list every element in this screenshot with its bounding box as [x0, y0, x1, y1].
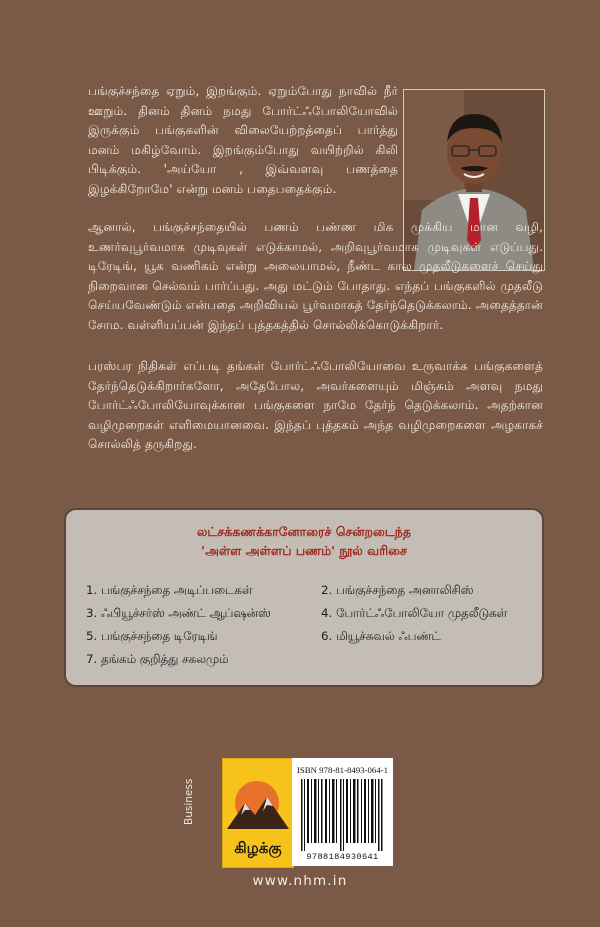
series-item-3: 3. ஃபியூச்சர்ஸ் அண்ட் ஆப்ஷன்ஸ்: [86, 606, 271, 620]
series-heading-line-2: 'அள்ள அள்ளப் பணம்' நூல் வரிசை: [201, 543, 407, 558]
series-item-5: 5. பங்குச்சந்தை டிரேடிங்: [86, 629, 218, 643]
series-item-2: 2. பங்குச்சந்தை அனாலிசிஸ்: [321, 583, 474, 597]
publisher-website[interactable]: www.nhm.in: [252, 873, 348, 889]
series-item-1: 1. பங்குச்சந்தை அடிப்படைகள்: [86, 583, 253, 597]
isbn-label: ISBN 978-81-8493-064-1: [296, 765, 389, 775]
series-heading-line-1: லட்சக்கணக்கானோரைச் சென்றடைந்த: [197, 524, 411, 539]
blurb-paragraph-2: ஆனால், பங்குச்சந்தையில் பணம் பண்ண மிக முக்கிய மான வழி, உணர்வுபூர்வமாக முடிவுகள் எடுக்காமல், அறிவுபூர்வமாக முடிவுகள் எடுப்பது. டிரேடிங், யூக வணிகம் என்று அலையாமல், நீண்ட கால முதலீடுகளைச் செய்து நிறைவான செல்வம் பார்ப்பது. அது மட்டும் போதாது. எந்தப் பங்குகளில் முதலீடு செய்யவேண்டும் என்பதை அறிவியல் பூர்வமாகத் தேர்ந்தெடுக்கலாம். அதைத்தான் சோம. வள்ளியப்பன் இந்தப் புத்தகத்தில் சொல்லிக்கொடுக்கிறார்.: [88, 220, 543, 332]
barcode-digits: 9788184930641: [306, 852, 379, 862]
blurb-paragraph-1: பங்குச்சந்தை ஏறும், இறங்கும். ஏறும்போது நாவில் நீர் ஊறும். தினம் தினம் நமது போர்ட்ஃபோலியோவில் இருக்கும் பங்குகளின் விலையேற்றத்தைப் பார்த்து மனம் மகிழ்வோம். இறங்கும்போது வயிற்றில் கிலி பிடிக்கும். 'அய்யோ , இவ்வளவு பணத்தை இழக்கிறோமே' என்று மனம் பதைபதைக்கும்.: [88, 84, 398, 196]
genre-label: Business: [183, 778, 195, 825]
sunrise-mountain-icon: [223, 759, 293, 867]
publisher-logo: [222, 758, 294, 868]
book-series-box: [64, 508, 544, 687]
series-item-6: 6. மியூச்சுவல் ஃபண்ட்: [321, 629, 441, 643]
barcode-bars: [301, 779, 384, 851]
barcode: [292, 758, 393, 866]
blurb-paragraph-3: பரஸ்பர நிதிகள் எப்படி தங்கள் போர்ட்ஃபோலியோவை உருவாக்க பங்குகளைத் தேர்ந்தெடுக்கிறார்களோ, அதேபோல, அவர்களையும் மிஞ்சும் அளவு நமது போர்ட்ஃபோலியோவுக்கான பங்குகளை நாமே தேர்ந் தெடுக்கலாம். அதற்கான வழிமுறைகள் எளிமையானவை. இந்தப் புத்தகம் அந்த வழிமுறைகளை அழகாகச் சொல்லித் தருகிறது.: [88, 359, 543, 452]
series-item-4: 4. போர்ட்ஃபோலியோ முதலீடுகள்: [321, 606, 508, 620]
series-item-7: 7. தங்கம் குறித்து சகலமும்: [86, 652, 229, 666]
publisher-logo-text: கிழக்கு: [234, 839, 282, 857]
